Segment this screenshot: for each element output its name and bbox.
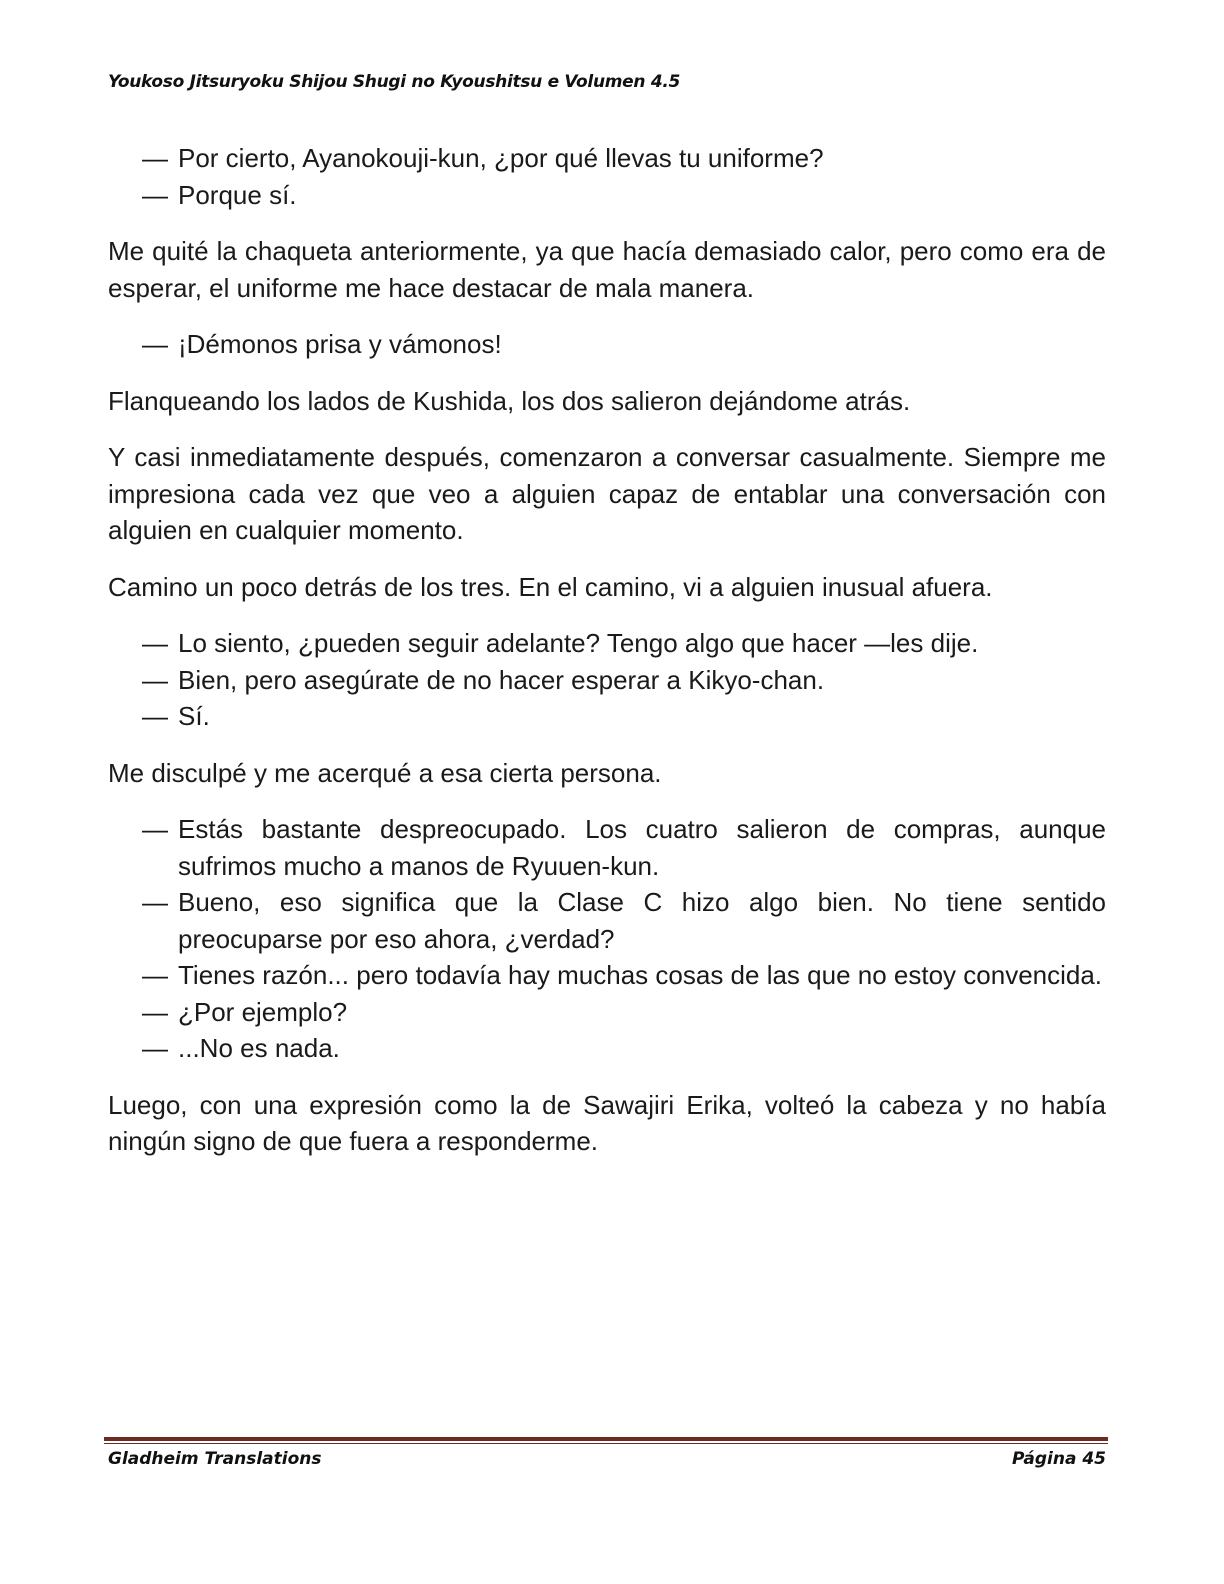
dialogue-text: Porque sí. xyxy=(178,179,297,210)
dialogue-dash: — xyxy=(142,996,168,1027)
dialogue-block-1 xyxy=(108,140,1106,213)
dialogue-text: Por cierto, Ayanokouji-kun, ¿por qué llevas tu uniforme? xyxy=(178,143,824,173)
page-header-title: Youkoso Jitsuryoku Shijou Shugi no Kyoushitsu e Volumen 4.5 xyxy=(108,72,681,92)
dialogue-text: Sí. xyxy=(178,701,210,731)
dialogue-block-2 xyxy=(108,326,1106,363)
paragraph: Flanqueando los lados de Kushida, los dos salieron dejándome atrás. xyxy=(108,385,911,416)
dialogue-block-4 xyxy=(108,811,1106,1067)
dialogue-text: Bueno, eso significa que la Clase C hizo algo bien. No tiene sentido preocuparse por eso ahora, ¿verdad? xyxy=(178,887,1106,954)
dialogue-line xyxy=(108,994,1106,1031)
dialogue-block-3 xyxy=(108,625,1106,735)
dialogue-dash: — xyxy=(142,143,168,173)
dialogue-text: Tienes razón... pero todavía hay muchas cosas de las que no estoy convencida. xyxy=(178,960,1103,990)
dialogue-line xyxy=(108,957,1106,994)
page-body xyxy=(108,140,1106,1180)
dialogue-line xyxy=(108,177,1106,214)
dialogue-dash: — xyxy=(142,701,168,731)
dialogue-text: ¡Démonos prisa y vámonos! xyxy=(178,329,502,359)
dialogue-dash: — xyxy=(142,664,168,695)
dialogue-line xyxy=(108,884,1106,957)
dialogue-text: ...No es nada. xyxy=(178,1033,340,1063)
paragraph: Y casi inmediatamente después, comenzaron a conversar casualmente. Siempre me impresiona cada vez que veo a alguien capaz de entablar una conversación con alguien en cualquier momento. xyxy=(108,442,1106,545)
dialogue-line xyxy=(108,698,1106,735)
paragraph: Me quité la chaqueta anteriormente, ya que hacía demasiado calor, pero como era de esperar, el uniforme me hace destacar de mala manera. xyxy=(108,236,1106,303)
paragraph: Luego, con una expresión como la de Sawajiri Erika, volteó la cabeza y no había ningún signo de que fuera a responderme. xyxy=(108,1089,1106,1156)
dialogue-line xyxy=(108,140,1106,177)
dialogue-dash: — xyxy=(142,329,168,359)
dialogue-line xyxy=(108,662,1106,699)
footer-divider-thick xyxy=(104,1437,1108,1441)
paragraph: Camino un poco detrás de los tres. En el camino, vi a alguien inusual afuera. xyxy=(108,571,993,602)
footer-page-number: Página 45 xyxy=(1012,1449,1106,1469)
dialogue-line xyxy=(108,1030,1106,1067)
dialogue-line xyxy=(108,326,1106,363)
dialogue-dash: — xyxy=(142,887,168,917)
dialogue-line xyxy=(108,625,1106,662)
footer-divider-thin xyxy=(104,1443,1108,1444)
dialogue-dash: — xyxy=(142,628,168,658)
dialogue-text: Lo siento, ¿pueden seguir adelante? Tengo algo que hacer —les dije. xyxy=(178,628,979,658)
dialogue-text: Bien, pero asegúrate de no hacer esperar a Kikyo-chan. xyxy=(178,664,825,695)
paragraph: Me disculpé y me acerqué a esa cierta persona. xyxy=(108,757,662,788)
dialogue-dash: — xyxy=(142,960,168,990)
dialogue-text: ¿Por ejemplo? xyxy=(178,996,348,1027)
dialogue-text: Estás bastante despreocupado. Los cuatro salieron de compras, aunque sufrimos mucho a manos de Ryuuen-kun. xyxy=(178,814,1106,881)
footer-translator: Gladheim Translations xyxy=(108,1449,322,1469)
dialogue-dash: — xyxy=(142,814,168,844)
dialogue-dash: — xyxy=(142,179,168,210)
dialogue-dash: — xyxy=(142,1033,168,1063)
dialogue-line xyxy=(108,811,1106,884)
